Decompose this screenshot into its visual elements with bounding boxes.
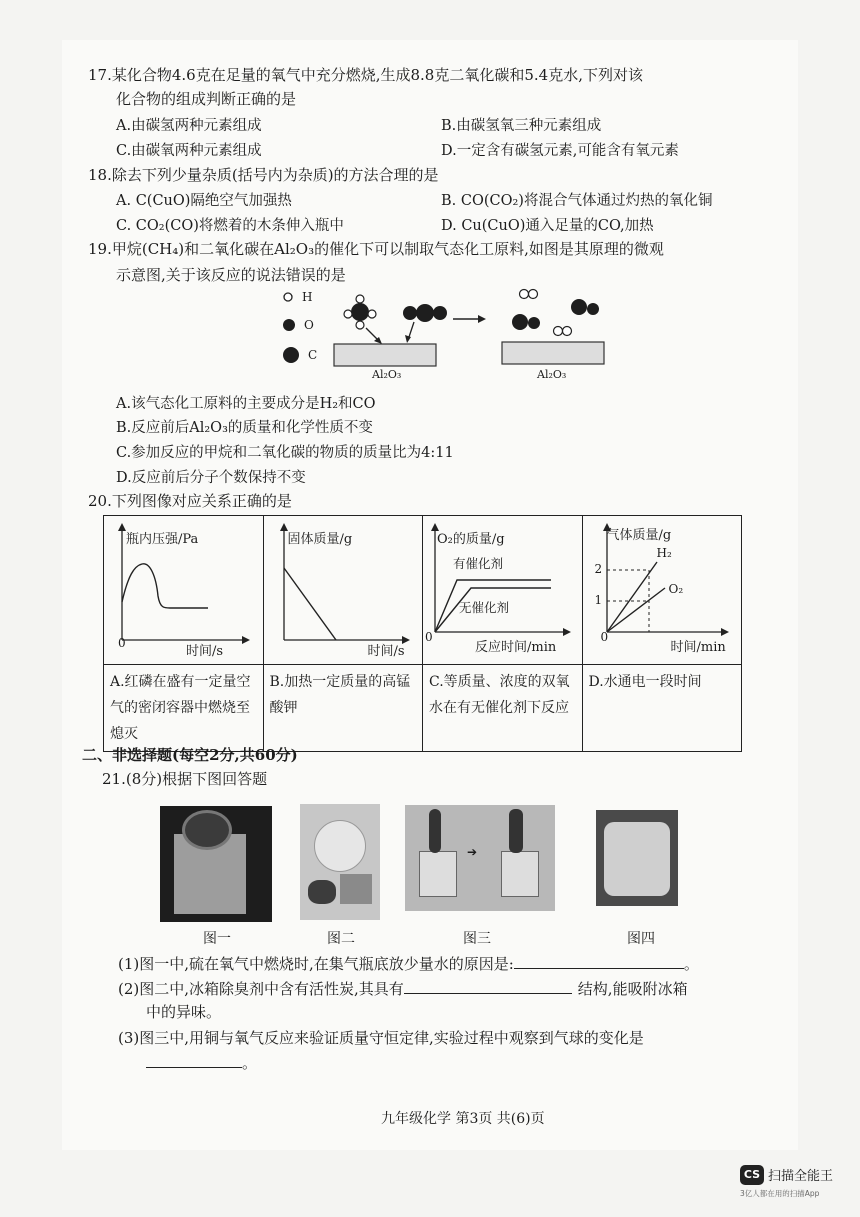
graph-a-caption: A.红磷在盛有一定量空气的密闭容器中燃烧至熄灭 [104, 665, 264, 752]
q19-option-d: D.反应前后分子个数保持不变 [116, 470, 306, 486]
legend-c [282, 344, 317, 366]
graph-a-origin: 0 [118, 636, 126, 650]
graph-d-caption: D.水通电一段时间 [582, 665, 742, 752]
h2-molecule-2 [554, 327, 572, 336]
graph-d-tick-1: 1 [594, 593, 603, 607]
q17-option-c: C.由碳氧两种元素组成 [116, 143, 262, 159]
graph-b [263, 516, 423, 665]
q21-sub2 [118, 978, 688, 1000]
q18-option-c: C. CO₂(CO)将燃着的木条伸入瓶中 [116, 218, 344, 234]
q18-option-d: D. Cu(CuO)通入足量的CO,加热 [441, 218, 654, 234]
graph-b-line [284, 568, 336, 640]
q21-sub2-blank[interactable] [404, 993, 572, 994]
graph-b-ylabel: 固体质量/g [287, 532, 353, 547]
page-footer: 九年级化学 第3页 共(6)页 [381, 1111, 545, 1127]
graph-c-xlabel: 反应时间/min [475, 640, 557, 655]
graph-d-o2-line [607, 588, 665, 632]
co2-molecule [403, 304, 447, 322]
q21-sub2-line2: 中的异味。 [146, 1003, 222, 1021]
graph-d-origin: 0 [600, 630, 609, 644]
q19-option-c: C.参加反应的甲烷和二氧化碳的物质的质量比为4:11 [116, 445, 454, 461]
watermark-tagline: 3亿人都在用的扫描App [740, 1188, 820, 1198]
legend-o-label: O [304, 318, 314, 332]
legend-c-label: C [308, 348, 318, 362]
figure-1-photo [160, 806, 272, 922]
q20-stem: 20.下列图像对应关系正确的是 [88, 492, 292, 510]
q19-option-b: B.反应前后Al₂O₃的质量和化学性质不变 [116, 420, 373, 436]
plate-label-left: Al₂O₃ [372, 368, 402, 381]
q21-sub3: (3)图三中,用铜与氧气反应来验证质量守恒定律,实验过程中观察到气球的变化是 [118, 1029, 644, 1047]
q17-option-d: D.一定含有碳氢元素,可能含有氧元素 [441, 143, 679, 159]
catalyst-plate-left [334, 344, 436, 366]
camscanner-logo-icon: CS [740, 1165, 764, 1185]
scanner-watermark [740, 1164, 833, 1199]
q18-option-a: A. C(CuO)隔绝空气加强热 [116, 193, 292, 209]
graph-b-xlabel: 时间/s [367, 644, 405, 659]
q19-stem-line2: 示意图,关于该反应的说法错误的是 [116, 266, 346, 284]
graph-d-h2-label: H₂ [656, 546, 672, 560]
q17-option-b: B.由碳氢氧三种元素组成 [441, 118, 602, 134]
q21-sub3-blank[interactable] [146, 1067, 242, 1068]
legend-o [282, 314, 317, 336]
figure-3-photo [405, 805, 555, 911]
h2-molecule [520, 290, 538, 299]
co-molecule [512, 314, 540, 330]
graph-a-curve [122, 564, 208, 608]
arrow-icon: ➔ [467, 845, 478, 859]
q20-graph-table [103, 515, 742, 752]
q17-option-a: A.由碳氢两种元素组成 [116, 118, 262, 134]
o-atom-icon [282, 318, 296, 332]
q19-stem-line1: 19.甲烷(CH₄)和二氧化碳在Al₂O₃的催化下可以制取气态化工原料,如图是其原理的微观 [88, 240, 664, 258]
graph-c-ylabel: O₂的质量/g [437, 532, 505, 547]
q17-stem-line2: 化合物的组成判断正确的是 [116, 90, 297, 108]
q21-sub3-line2 [146, 1052, 257, 1074]
plate-label-right: Al₂O₃ [537, 368, 567, 381]
figure-2-caption: 图二 [327, 931, 355, 947]
co-molecule-2 [571, 299, 599, 315]
q21-sub3-end: 。 [242, 1054, 258, 1072]
figure-1-caption: 图一 [203, 931, 231, 947]
graph-d-o2-label: O₂ [668, 582, 684, 596]
q21-sub1 [118, 953, 699, 975]
q21-stem: 21.(8分)根据下图回答题 [102, 770, 268, 788]
q18-option-b: B. CO(CO₂)将混合气体通过灼热的氧化铜 [441, 193, 713, 209]
graph-c-label-catalyst: 有催化剂 [453, 556, 504, 571]
catalyst-plate-right [502, 342, 604, 364]
figure-4-caption: 图四 [627, 931, 655, 947]
c-atom-icon [282, 346, 300, 364]
q21-sub1-blank[interactable] [514, 968, 684, 969]
q21-sub1-text: (1)图一中,硫在氧气中燃烧时,在集气瓶底放少量水的原因是: [118, 955, 514, 973]
q18-stem: 18.除去下列少量杂质(括号内为杂质)的方法合理的是 [88, 166, 439, 184]
graph-c-origin: 0 [425, 630, 433, 644]
q19-option-a: A.该气态化工原料的主要成分是H₂和CO [116, 396, 376, 412]
graph-c-label-nocatalyst: 无催化剂 [459, 600, 510, 615]
methane-molecule [344, 295, 376, 329]
legend-h [282, 286, 317, 308]
figure-4-photo [596, 810, 678, 906]
h-atom-icon [282, 291, 294, 303]
q21-sub2-text-b: 结构,能吸附冰箱 [577, 980, 688, 998]
graph-a-ylabel: 瓶内压强/Pa [126, 532, 199, 547]
watermark-name: 扫描全能王 [768, 1169, 834, 1184]
graph-a-xlabel: 时间/s [186, 644, 224, 659]
graph-d-xlabel: 时间/min [670, 640, 726, 655]
graph-d-ylabel: 气体质量/g [606, 528, 672, 543]
q17-stem-line1: 17.某化合物4.6克在足量的氧气中充分燃烧,生成8.8克二氧化碳和5.4克水,下列对该 [88, 66, 643, 84]
graph-d [582, 516, 742, 665]
section-2-heading: 二、非选择题(每空2分,共60分) [82, 746, 298, 764]
graph-a [104, 516, 264, 665]
figure-2-photo [300, 804, 380, 920]
figure-3-caption: 图三 [463, 931, 491, 947]
graph-b-caption: B.加热一定质量的高锰酸钾 [263, 665, 423, 752]
q21-sub1-end: 。 [683, 955, 699, 973]
q21-sub2-text-a: (2)图二中,冰箱除臭剂中含有活性炭,其具有 [118, 980, 404, 998]
legend-h-label: H [302, 290, 313, 304]
graph-c [423, 516, 583, 665]
q19-legend [282, 286, 317, 366]
graph-c-caption: C.等质量、浓度的双氧水在有无催化剂下反应 [423, 665, 583, 752]
graph-d-tick-2: 2 [594, 562, 603, 576]
